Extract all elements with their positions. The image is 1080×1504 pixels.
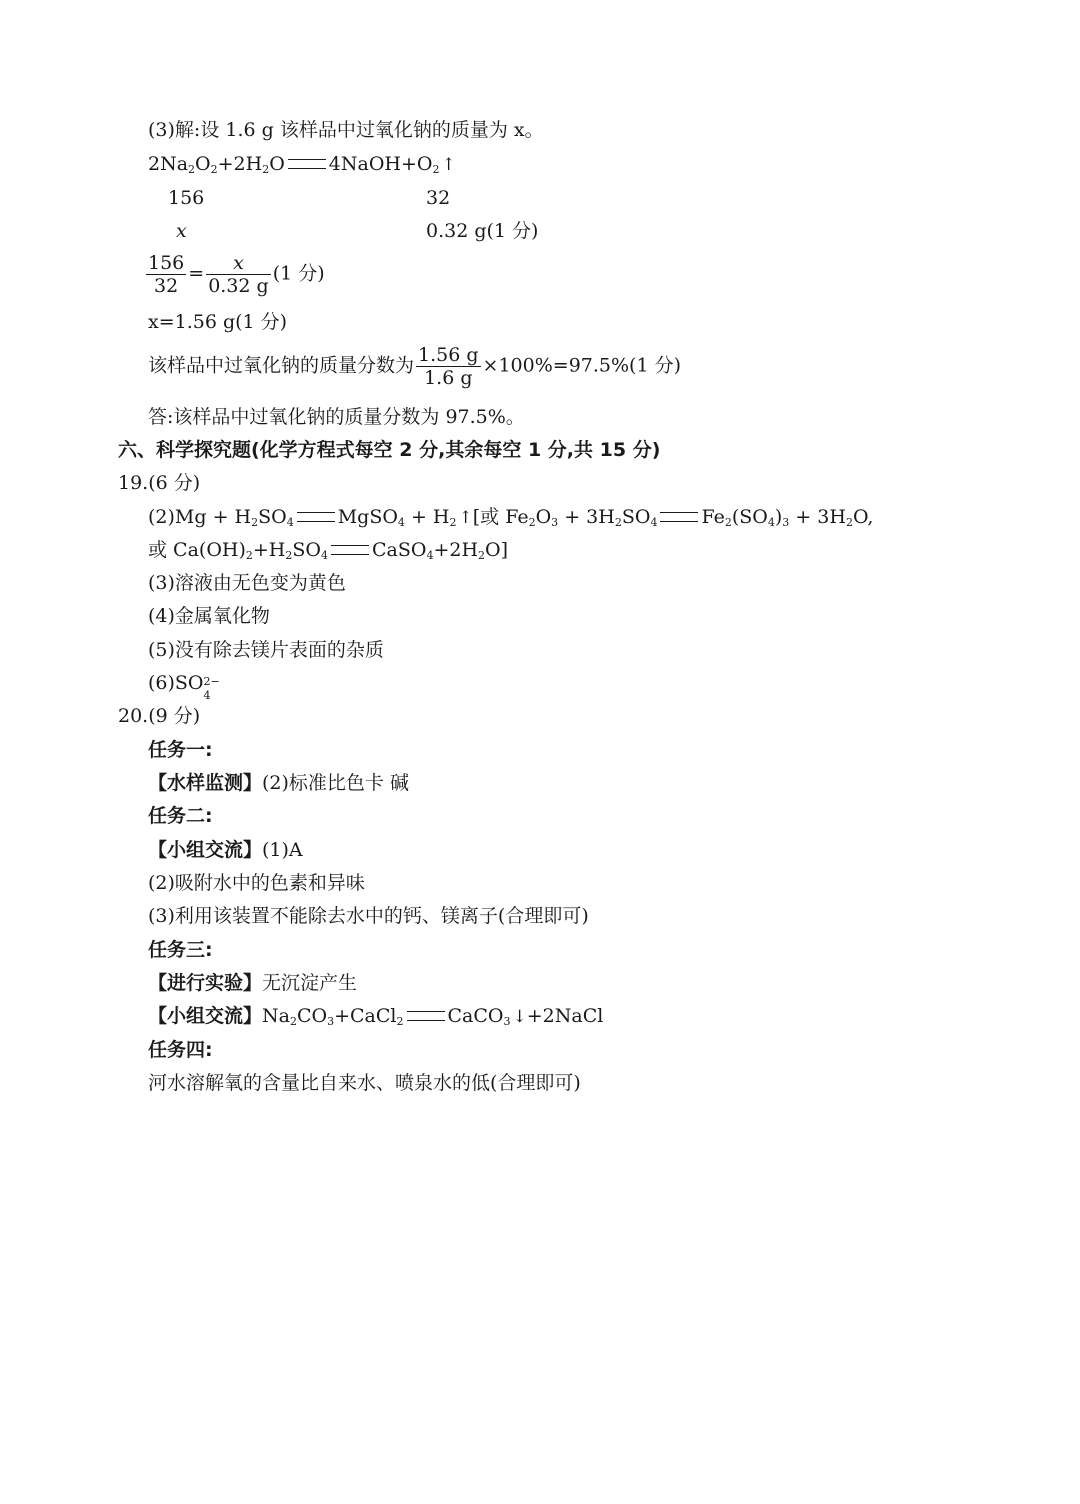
section-heading: 六、科学探究题(化学方程式每空 2 分,其余每空 1 分,共 15 分) bbox=[118, 439, 661, 461]
variable-left: x bbox=[176, 220, 187, 242]
variable-right: 0.32 g(1 分) bbox=[426, 220, 539, 242]
task-1-answer: 【水样监测】(2)标准比色卡 碱 bbox=[148, 772, 409, 794]
reaction-equation: $2Na_2O_2+2H_2O$ $4NaOH+O_2$ ↑ bbox=[148, 153, 456, 176]
ratio-equation: $\frac{156}{32}$ = $\frac{x}{0.32 g}$ (1 分) bbox=[148, 252, 325, 297]
task-1-heading: 任务一: bbox=[148, 739, 213, 761]
calc-intro: (3)解:设 1.6 g 该样品中过氧化钠的质量为 x。 bbox=[148, 119, 544, 141]
q19-answer-2: $(2)Mg + H_2SO_4$ MgSO$_4$ + $H_2$ ↑[或 $Fe_2O_3 + 3H_2SO_4$ $Fe_2(SO_4)_3 + 3H_2O$, bbox=[148, 506, 874, 529]
q19-answer-4: (4)金属氧化物 bbox=[148, 605, 270, 627]
gas-arrow-icon: ↑ bbox=[441, 155, 456, 175]
q19-answer-3: (3)溶液由无色变为黄色 bbox=[148, 572, 346, 594]
answer-line: 答:该样品中过氧化钠的质量分数为 97.5%。 bbox=[148, 406, 525, 428]
molar-mass-right: 32 bbox=[426, 187, 451, 209]
task-4-heading: 任务四: bbox=[148, 1039, 213, 1061]
q19-answer-5: (5)没有除去镁片表面的杂质 bbox=[148, 639, 384, 661]
task-2-answer-2: (2)吸附水中的色素和异味 bbox=[148, 872, 365, 894]
task-3-heading: 任务三: bbox=[148, 939, 213, 961]
task-2-heading: 任务二: bbox=[148, 805, 213, 827]
q19-answer-2-cont: 或 $Ca(OH)_2+H_2SO_4$ $CaSO_4+2H_2O$] bbox=[148, 539, 509, 562]
task-2-answer-1: 【小组交流】(1)A bbox=[148, 839, 303, 861]
molar-mass-left: 156 bbox=[168, 187, 205, 209]
equals-sign bbox=[288, 159, 326, 169]
task-3-experiment: 【进行实验】无沉淀产生 bbox=[148, 972, 358, 994]
q19-title: 19.(6 分) bbox=[118, 472, 201, 494]
task-3-equation: 【小组交流】$Na_2CO_3+CaCl_2$ CaCO$_3$ ↓+2NaCl bbox=[148, 1005, 604, 1028]
task-2-answer-3: (3)利用该装置不能除去水中的钙、镁离子(合理即可) bbox=[148, 905, 589, 927]
result-line: x=1.56 g(1 分) bbox=[148, 311, 288, 333]
q19-answer-6: (6)SO 2− 4 bbox=[148, 672, 220, 702]
q20-title: 20.(9 分) bbox=[118, 705, 201, 727]
task-4-answer: 河水溶解氧的含量比自来水、喷泉水的低(合理即可) bbox=[148, 1072, 581, 1094]
precipitate-arrow-icon: ↓ bbox=[512, 1007, 527, 1027]
fraction-line: 该样品中过氧化钠的质量分数为 $\frac{1.56 g}{1.6 g}$ ×100%=97.5%(1 分) bbox=[148, 344, 682, 389]
